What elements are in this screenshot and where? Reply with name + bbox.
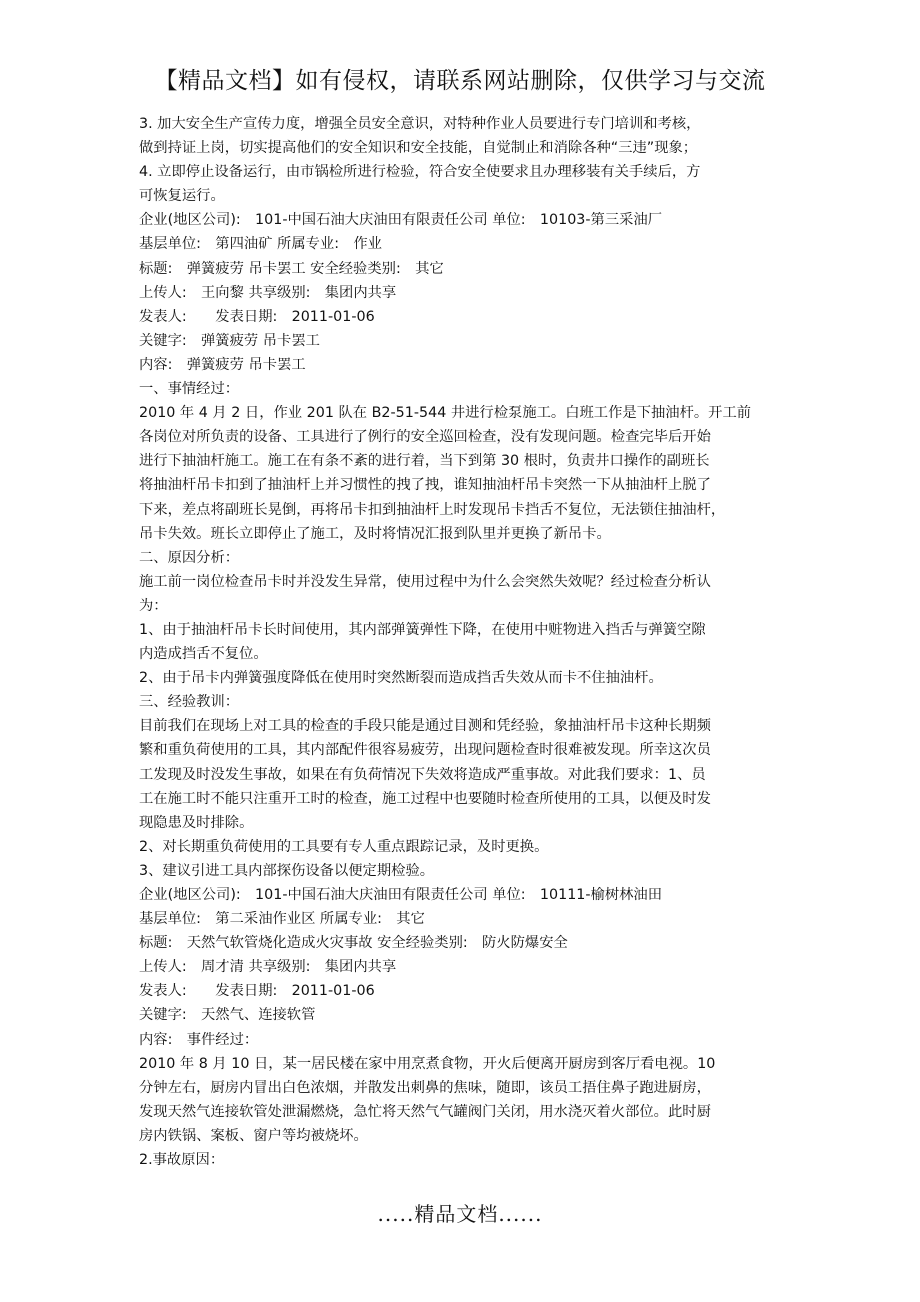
text-line: 3. 加大安全生产宣传力度，增强全员安全意识，对特种作业人员要进行专门培训和考核， bbox=[139, 116, 701, 132]
text-line: 吊卡失效。班长立即停止了施工，及时将情况汇报到队里并更换了新吊卡。 bbox=[139, 525, 611, 542]
text-line: 1、由于抽油杆吊卡长时间使用，其内部弹簧弹性下降，在使用中赃物进入挡舌与弹簧空隙 bbox=[139, 621, 706, 638]
text-line: 二、原因分析： bbox=[139, 549, 240, 566]
text-line: 2、由于吊卡内弹簧强度降低在使用时突然断裂而造成挡舌失效从而卡不住抽油杆。 bbox=[139, 670, 663, 687]
text-line: 企业(地区公司): 101-中国石油大庆油田有限责任公司 单位: 10111-榆树林油田 bbox=[139, 887, 663, 903]
text-line: 施工前一岗位检查吊卡时并没发生异常，使用过程中为什么会突然失效呢？经过检查分析认 bbox=[139, 573, 711, 590]
text-line: 工在施工时不能只注重开工时的检查，施工过程中也要随时检查所使用的工具，以便及时发 bbox=[139, 790, 711, 807]
text-line: 标题: 弹簧疲劳 吊卡罢工 安全经验类别: 其它 bbox=[139, 260, 444, 277]
text-line: 基层单位: 第二采油作业区 所属专业: 其它 bbox=[139, 911, 425, 928]
text-line: 内容: 事件经过： bbox=[139, 1031, 259, 1048]
text-line: 做到持证上岗，切实提高他们的安全知识和安全技能，自觉制止和消除各种“三违”现象； bbox=[139, 140, 698, 157]
text-line: 上传人: 周才清 共享级别: 集团内共享 bbox=[139, 959, 397, 976]
text-line: 进行下抽油杆施工。施工在有条不紊的进行着，当下到第 30 根时，负责井口操作的副班长 bbox=[139, 453, 710, 470]
text-line: 标题: 天然气软管烧化造成火灾事故 安全经验类别: 防火防爆安全 bbox=[139, 935, 568, 952]
text-line: 内造成挡舌不复位。 bbox=[139, 646, 268, 663]
text-line: 目前我们在现场上对工具的检查的手段只能是通过目测和凭经验，象抽油杆吊卡这种长期频 bbox=[139, 718, 711, 735]
text-line: 上传人: 王向黎 共享级别: 集团内共享 bbox=[139, 284, 397, 301]
text-line: 一、事情经过： bbox=[139, 381, 240, 398]
text-line: 4. 立即停止设备运行，由市锅检所进行检验，符合安全使要求且办理移装有关手续后，方 bbox=[139, 164, 701, 181]
text-line: 2.事故原因： bbox=[139, 1152, 225, 1169]
text-line: 分钟左右，厨房内冒出白色浓烟，并散发出刺鼻的焦味，随即，该员工捂住鼻子跑进厨房， bbox=[139, 1079, 711, 1096]
text-line: 房内铁锅、案板、窗户等均被烧坏。 bbox=[139, 1127, 368, 1144]
text-line: 可恢复运行。 bbox=[139, 188, 225, 205]
text-line: 将抽油杆吊卡扣到了抽油杆上并习惯性的拽了拽，谁知抽油杆吊卡突然一下从抽油杆上脱了 bbox=[139, 477, 711, 494]
text-line: 2010 年 4 月 2 日，作业 201 队在 B2-51-544 井进行检泵施工。白班工作是下抽油杆。开工前 bbox=[139, 405, 752, 422]
text-line: 企业(地区公司): 101-中国石油大庆油田有限责任公司 单位: 10103-第三采油厂 bbox=[139, 212, 663, 229]
text-line: 3、建议引进工具内部探伤设备以便定期检验。 bbox=[139, 862, 435, 879]
text-line: 关键字: 弹簧疲劳 吊卡罢工 bbox=[139, 332, 320, 349]
text-line: 各岗位对所负责的设备、工具进行了例行的安全巡回检查，没有发现问题。检查完毕后开始 bbox=[139, 429, 711, 446]
text-line: 2010 年 8 月 10 日，某一居民楼在家中用烹煮食物，开火后便离开厨房到客厅看电视。10 bbox=[139, 1055, 716, 1072]
text-line: 三、经验教训： bbox=[139, 694, 240, 711]
page-footer: .....精品文档...... bbox=[377, 1202, 543, 1226]
text-line: 发现天然气连接软管处泄漏燃烧，急忙将天然气气罐阀门关闭，用水浇灭着火部位。此时厨 bbox=[139, 1103, 711, 1120]
text-line: 繁和重负荷使用的工具，其内部配件很容易疲劳，出现问题检查时很难被发现。所幸这次员 bbox=[139, 742, 711, 759]
text-line: 发表人: 发表日期: 2011-01-06 bbox=[139, 983, 375, 1000]
text-line: 发表人: 发表日期: 2011-01-06 bbox=[139, 308, 375, 325]
text-line: 工发现及时没发生事故，如果在有负荷情况下失效将造成严重事故。对此我们要求：1、员 bbox=[139, 766, 706, 783]
text-line: 基层单位: 第四油矿 所属专业: 作业 bbox=[139, 236, 382, 253]
text-line: 内容: 弹簧疲劳 吊卡罢工 bbox=[139, 356, 306, 373]
text-line: 下来，差点将副班长晃倒，再将吊卡扣到抽油杆上时发现吊卡挡舌不复位，无法锁住抽油杆， bbox=[139, 501, 726, 518]
document-body bbox=[139, 112, 789, 1172]
text-line: 关键字: 天然气、连接软管 bbox=[139, 1007, 316, 1024]
page-header: 【精品文档】如有侵权，请联系网站删除，仅供学习与交流 bbox=[154, 68, 766, 94]
text-line: 现隐患及时排除。 bbox=[139, 814, 254, 831]
text-line: 2、对长期重负荷使用的工具要有专人重点跟踪记录，及时更换。 bbox=[139, 838, 549, 855]
text-line: 为： bbox=[139, 597, 168, 614]
